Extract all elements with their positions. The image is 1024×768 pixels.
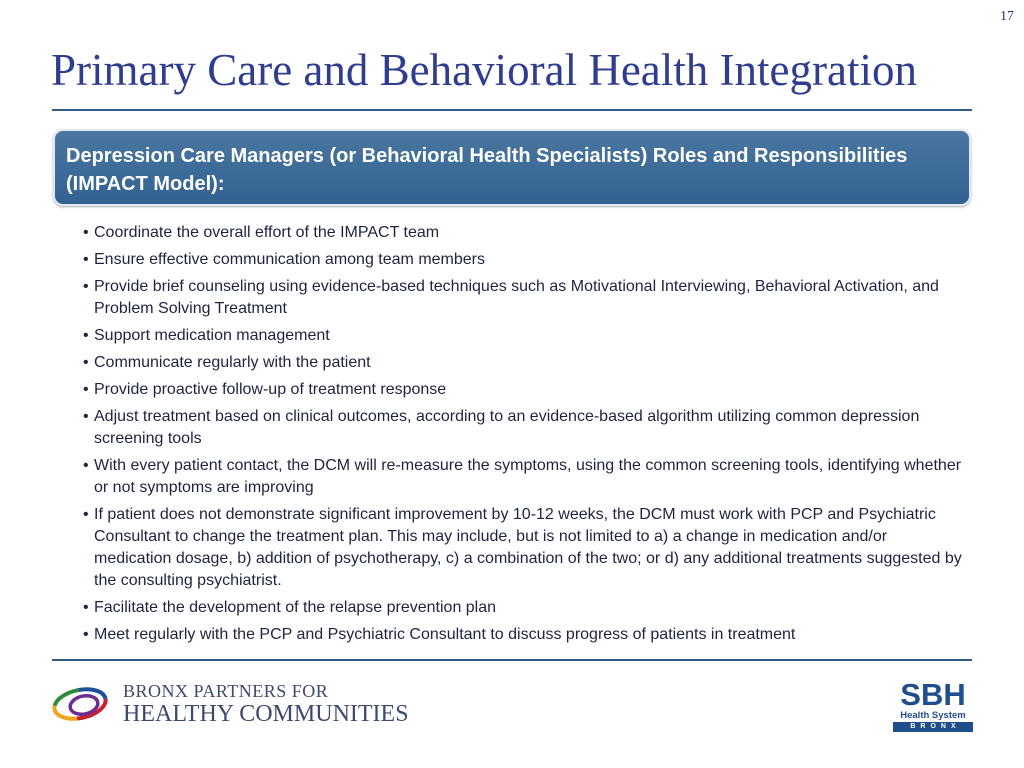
section-header-text: Depression Care Managers (or Behavioral Health Specialists) Roles and Responsibilities (IMPACT Model): [66, 145, 908, 195]
list-item-text: Provide proactive follow-up of treatment response [94, 381, 447, 398]
bullet-marker: • [83, 251, 89, 268]
bullet-marker: • [83, 354, 89, 371]
bullet-marker: • [83, 408, 89, 425]
list-item-text: Meet regularly with the PCP and Psychiatric Consultant to discuss progress of patients in treatment [94, 626, 796, 643]
list-item-text: Communicate regularly with the patient [94, 354, 371, 371]
list-item-text: If patient does not demonstrate significant improvement by 10-12 weeks, the DCM must work with PCP and Psychiatric Consultant to change the treatment plan. This may include, but is not limited to a) a change in medication and/or medication dosage, b) addition of psychotherapy, c) a combination of the two; or d) any additional treatments suggested by the consulting psychiatrist. [94, 506, 962, 589]
bronx-partners-logo [50, 679, 430, 729]
sbh-logo-name: SBH [900, 677, 966, 712]
bullet-marker: • [83, 626, 89, 643]
list-item [83, 597, 963, 619]
bullet-marker: • [83, 457, 89, 474]
list-item [83, 504, 963, 592]
list-item [83, 352, 963, 374]
bullet-marker: • [83, 224, 89, 241]
list-item [83, 249, 963, 271]
sbh-logo-location: BRONX [893, 722, 973, 732]
list-item-text: Ensure effective communication among team members [94, 251, 485, 268]
list-item-text: Adjust treatment based on clinical outcomes, according to an evidence-based algorithm utilizing common depression screening tools [94, 408, 920, 447]
list-item [83, 325, 963, 347]
title-divider [52, 109, 972, 111]
page-title: Primary Care and Behavioral Health Integration [51, 45, 917, 95]
page-number: 17 [1000, 9, 1014, 24]
list-item-text: With every patient contact, the DCM will re-measure the symptoms, using the common screening tools, identifying whether or not symptoms are improving [94, 457, 962, 496]
responsibilities-list [83, 222, 963, 651]
list-item-text: Provide brief counseling using evidence-based techniques such as Motivational Interviewing, Behavioral Activation, and Problem Solving Treatment [94, 278, 939, 317]
logo-line-1: BRONX PARTNERS FOR [123, 681, 329, 701]
bullet-marker: • [83, 506, 89, 523]
list-item [83, 222, 963, 244]
sbh-logo-subtitle: Health System [900, 710, 966, 721]
list-item [83, 406, 963, 450]
bullet-marker: • [83, 599, 89, 616]
list-item-text: Facilitate the development of the relapse prevention plan [94, 599, 497, 616]
logo-line-2: HEALTHY COMMUNITIES [123, 701, 409, 727]
section-header-box [53, 129, 971, 206]
list-item [83, 624, 963, 646]
bullet-marker: • [83, 327, 89, 344]
bullet-marker: • [83, 381, 89, 398]
list-item-text: Support medication management [94, 327, 330, 344]
list-item-text: Coordinate the overall effort of the IMPACT team [94, 224, 440, 241]
list-item [83, 455, 963, 499]
list-item [83, 379, 963, 401]
list-item [83, 276, 963, 320]
footer-divider [52, 659, 972, 661]
bullet-marker: • [83, 278, 89, 295]
bronx-partners-swirl-icon [50, 685, 114, 723]
sbh-health-system-logo [893, 677, 973, 730]
